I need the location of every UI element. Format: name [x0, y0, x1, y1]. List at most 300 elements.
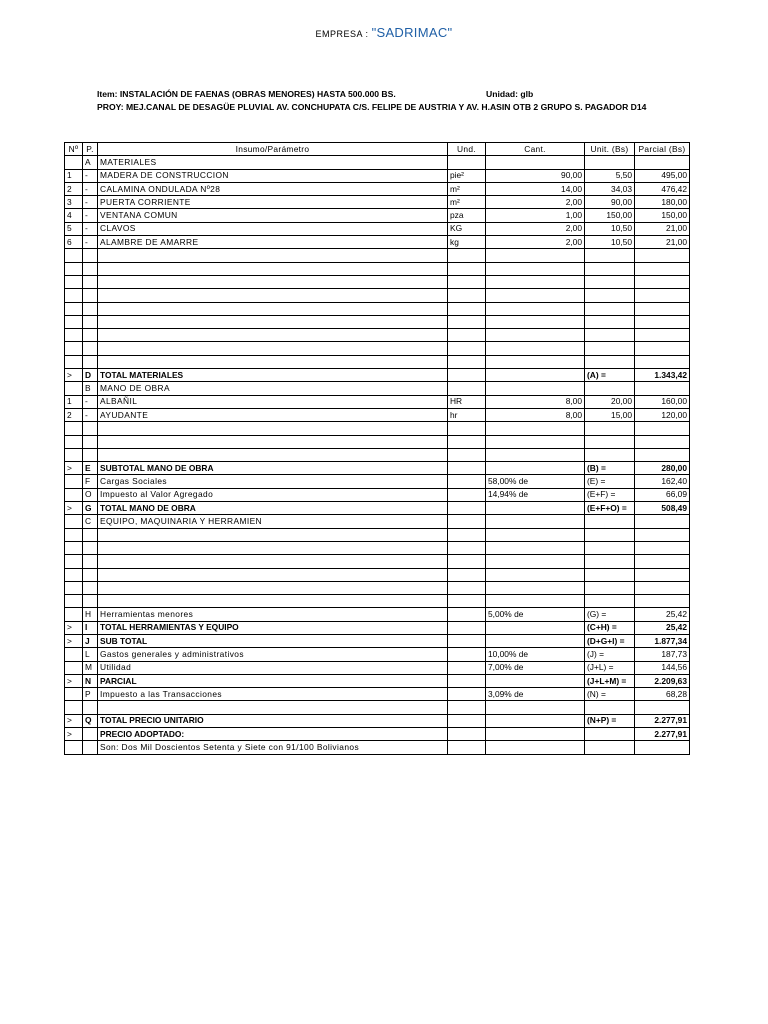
table-cell-col-number: > [65, 502, 83, 515]
table-cell-col-unit [448, 555, 486, 568]
table-cell-col-quantity [486, 342, 585, 355]
header-col-quantity: Cant. [486, 143, 585, 156]
table-cell-col-unit-price: 150,00 [585, 209, 635, 222]
table-cell-col-unit-price [585, 262, 635, 275]
table-cell-col-partial [635, 249, 690, 262]
table-cell-col-partial [635, 355, 690, 368]
table-cell-col-quantity: 14,00 [486, 182, 585, 195]
table-cell-col-unit-price [585, 595, 635, 608]
table-cell-col-quantity [486, 435, 585, 448]
table-cell-col-unit [448, 369, 486, 382]
table-cell-col-insumo [98, 435, 448, 448]
table-cell-col-p: J [83, 634, 98, 647]
table-cell-col-insumo: MANO DE OBRA [98, 382, 448, 395]
table-cell-col-unit [448, 302, 486, 315]
table-cell-col-p [83, 701, 98, 714]
table-cell-col-partial: 25,42 [635, 621, 690, 634]
table-cell-col-insumo [98, 342, 448, 355]
table-cell-col-p: M [83, 661, 98, 674]
table-cell-col-insumo: Cargas Sociales [98, 475, 448, 488]
table-cell-col-quantity [486, 329, 585, 342]
table-cell-col-unit-price: 10,50 [585, 222, 635, 235]
table-cell-col-insumo: SUB TOTAL [98, 634, 448, 647]
table-cell-col-unit [448, 648, 486, 661]
table-cell-col-unit-price [585, 435, 635, 448]
table-cell-col-unit-price: (A) = [585, 369, 635, 382]
table-cell-col-unit-price [585, 555, 635, 568]
table-cell-col-unit-price [585, 249, 635, 262]
table-cell-col-p: G [83, 502, 98, 515]
table-row [65, 236, 690, 249]
table-cell-col-unit [448, 488, 486, 501]
table-cell-col-unit [448, 342, 486, 355]
table-cell-col-unit-price: (B) = [585, 462, 635, 475]
table-cell-col-insumo: Utilidad [98, 661, 448, 674]
table-cell-col-insumo: TOTAL MANO DE OBRA [98, 502, 448, 515]
table-cell-col-quantity: 14,94% de [486, 488, 585, 501]
table-cell-col-p [83, 541, 98, 554]
table-row [65, 342, 690, 355]
table-cell-col-number: 1 [65, 395, 83, 408]
table-cell-col-insumo [98, 581, 448, 594]
table-cell-col-p: C [83, 515, 98, 528]
table-cell-col-insumo: Impuesto a las Transacciones [98, 688, 448, 701]
table-cell-col-partial: 68,28 [635, 688, 690, 701]
table-cell-col-unit: KG [448, 222, 486, 235]
table-row [65, 448, 690, 461]
table-cell-col-insumo [98, 595, 448, 608]
table-cell-col-partial [635, 342, 690, 355]
table-cell-col-unit-price: (E+F) = [585, 488, 635, 501]
header-col-partial: Parcial (Bs) [635, 143, 690, 156]
table-cell-col-p [83, 342, 98, 355]
table-cell-col-number [65, 289, 83, 302]
table-cell-col-quantity: 2,00 [486, 222, 585, 235]
table-cell-col-insumo: VENTANA COMUN [98, 209, 448, 222]
table-cell-col-quantity [486, 528, 585, 541]
table-row [65, 408, 690, 421]
table-cell-col-insumo [98, 555, 448, 568]
table-cell-col-unit [448, 435, 486, 448]
table-cell-col-p: - [83, 236, 98, 249]
table-cell-col-unit [448, 462, 486, 475]
table-cell-col-partial [635, 422, 690, 435]
table-cell-col-quantity [486, 462, 585, 475]
table-cell-col-quantity: 1,00 [486, 209, 585, 222]
cost-breakdown-table [64, 142, 690, 755]
table-cell-col-p [83, 422, 98, 435]
table-cell-col-unit-price [585, 342, 635, 355]
table-cell-col-unit-price [585, 275, 635, 288]
table-cell-col-unit [448, 329, 486, 342]
item-description: Item: INSTALACIÓN DE FAENAS (OBRAS MENORES) HASTA 500.000 BS. [97, 89, 396, 99]
table-cell-col-quantity [486, 674, 585, 687]
table-cell-col-unit: hr [448, 408, 486, 421]
table-cell-col-unit-price [585, 302, 635, 315]
table-cell-col-p [83, 528, 98, 541]
table-cell-col-insumo [98, 541, 448, 554]
table-row [65, 634, 690, 647]
table-cell-col-unit-price: (N+P) = [585, 714, 635, 727]
table-cell-col-insumo: SUBTOTAL MANO DE OBRA [98, 462, 448, 475]
table-cell-col-partial [635, 515, 690, 528]
table-cell-col-insumo [98, 302, 448, 315]
table-cell-col-quantity [486, 541, 585, 554]
table-cell-col-unit [448, 262, 486, 275]
table-cell-col-p: H [83, 608, 98, 621]
table-row [65, 581, 690, 594]
table-cell-col-unit-price: 34,03 [585, 182, 635, 195]
table-cell-col-quantity [486, 382, 585, 395]
table-cell-col-unit [448, 355, 486, 368]
header-col-p: P. [83, 143, 98, 156]
table-row [65, 541, 690, 554]
table-cell-col-unit [448, 382, 486, 395]
table-cell-col-unit-price [585, 581, 635, 594]
table-cell-col-partial [635, 701, 690, 714]
table-cell-col-number [65, 342, 83, 355]
table-row [65, 182, 690, 195]
table-cell-col-p [83, 315, 98, 328]
table-cell-col-unit-price [585, 382, 635, 395]
table-cell-col-unit [448, 422, 486, 435]
table-cell-col-number: 1 [65, 169, 83, 182]
table-row [65, 648, 690, 661]
table-cell-col-unit-price [585, 568, 635, 581]
table-row [65, 714, 690, 727]
table-cell-col-partial: 187,73 [635, 648, 690, 661]
table-row [65, 369, 690, 382]
table-cell-col-partial: 144,56 [635, 661, 690, 674]
table-cell-col-p: E [83, 462, 98, 475]
table-cell-col-quantity [486, 275, 585, 288]
table-cell-col-insumo: ALAMBRE DE AMARRE [98, 236, 448, 249]
table-cell-col-number: > [65, 621, 83, 634]
table-row [65, 462, 690, 475]
table-cell-col-quantity: 58,00% de [486, 475, 585, 488]
table-row [65, 289, 690, 302]
table-cell-col-number: > [65, 462, 83, 475]
table-row [65, 528, 690, 541]
table-cell-col-unit [448, 568, 486, 581]
table-cell-col-number [65, 435, 83, 448]
table-cell-col-quantity [486, 262, 585, 275]
table-cell-col-unit-price: (G) = [585, 608, 635, 621]
table-cell-col-number [65, 528, 83, 541]
table-cell-col-insumo: AYUDANTE [98, 408, 448, 421]
table-cell-col-partial [635, 262, 690, 275]
table-cell-col-unit: pie² [448, 169, 486, 182]
table-cell-col-insumo: PARCIAL [98, 674, 448, 687]
table-cell-col-unit-price: (J+L+M) = [585, 674, 635, 687]
table-cell-col-number [65, 541, 83, 554]
table-row [65, 568, 690, 581]
table-row [65, 209, 690, 222]
table-cell-col-unit-price [585, 289, 635, 302]
table-row [65, 422, 690, 435]
table-cell-col-p [83, 581, 98, 594]
table-cell-col-insumo: TOTAL PRECIO UNITARIO [98, 714, 448, 727]
table-row [65, 515, 690, 528]
table-cell-col-partial: 150,00 [635, 209, 690, 222]
table-cell-col-partial: 476,42 [635, 182, 690, 195]
table-row [65, 382, 690, 395]
table-cell-col-unit [448, 661, 486, 674]
table-cell-col-partial: 66,09 [635, 488, 690, 501]
table-cell-col-unit-price: 10,50 [585, 236, 635, 249]
table-cell-col-p [83, 595, 98, 608]
table-cell-col-unit-price [585, 329, 635, 342]
table-cell-col-number: > [65, 714, 83, 727]
table-cell-col-unit: HR [448, 395, 486, 408]
table-cell-col-quantity [486, 315, 585, 328]
table-cell-col-unit-price: 5,50 [585, 169, 635, 182]
table-cell-col-unit [448, 595, 486, 608]
table-cell-col-quantity: 2,00 [486, 196, 585, 209]
table-cell-col-number [65, 329, 83, 342]
table-cell-col-insumo: CLAVOS [98, 222, 448, 235]
table-cell-col-p [83, 289, 98, 302]
table-row [65, 222, 690, 235]
table-cell-col-insumo: ALBAÑIL [98, 395, 448, 408]
table-cell-col-partial: 1.877,34 [635, 634, 690, 647]
table-cell-col-unit-price: (E) = [585, 475, 635, 488]
table-cell-col-quantity [486, 595, 585, 608]
table-cell-col-unit [448, 621, 486, 634]
table-cell-col-insumo [98, 329, 448, 342]
table-cell-col-partial [635, 568, 690, 581]
table-cell-col-insumo [98, 289, 448, 302]
table-cell-col-partial [635, 741, 690, 754]
table-row [65, 555, 690, 568]
table-cell-col-quantity [486, 289, 585, 302]
table-row [65, 156, 690, 169]
table-cell-col-number: > [65, 674, 83, 687]
table-cell-col-quantity: 8,00 [486, 408, 585, 421]
table-cell-col-insumo: TOTAL MATERIALES [98, 369, 448, 382]
table-row [65, 262, 690, 275]
table-cell-col-insumo: Impuesto al Valor Agregado [98, 488, 448, 501]
table-cell-col-partial [635, 329, 690, 342]
table-cell-col-p: A [83, 156, 98, 169]
project-description: PROY: MEJ.CANAL DE DESAGÜE PLUVIAL AV. CONCHUPATA C/S. FELIPE DE AUSTRIA Y AV. H.ASIN OTB 2 GRUPO S. PAGADOR D14 [97, 102, 647, 112]
table-cell-col-unit [448, 156, 486, 169]
table-row [65, 275, 690, 288]
table-cell-col-unit [448, 581, 486, 594]
table-cell-col-partial: 160,00 [635, 395, 690, 408]
table-cell-col-p [83, 275, 98, 288]
table-cell-col-insumo [98, 528, 448, 541]
table-cell-col-partial [635, 528, 690, 541]
table-cell-col-partial: 495,00 [635, 169, 690, 182]
table-cell-col-partial: 21,00 [635, 236, 690, 249]
table-cell-col-partial [635, 595, 690, 608]
table-cell-col-insumo: EQUIPO, MAQUINARIA Y HERRAMIEN [98, 515, 448, 528]
table-cell-col-p [83, 329, 98, 342]
table-cell-col-partial [635, 435, 690, 448]
table-cell-col-p: - [83, 169, 98, 182]
table-cell-col-quantity [486, 249, 585, 262]
table-cell-col-number: > [65, 634, 83, 647]
table-cell-col-p [83, 435, 98, 448]
table-cell-col-partial: 1.343,42 [635, 369, 690, 382]
table-cell-col-unit [448, 741, 486, 754]
table-cell-col-p [83, 555, 98, 568]
table-cell-col-unit-price [585, 315, 635, 328]
table-cell-col-number: 3 [65, 196, 83, 209]
table-cell-col-insumo: TOTAL HERRAMIENTAS Y EQUIPO [98, 621, 448, 634]
header-col-insumo: Insumo/Parámetro [98, 143, 448, 156]
table-row [65, 196, 690, 209]
table-cell-col-number: > [65, 728, 83, 741]
table-cell-col-number [65, 555, 83, 568]
table-cell-col-number [65, 515, 83, 528]
table-cell-col-unit [448, 475, 486, 488]
table-cell-col-quantity: 10,00% de [486, 648, 585, 661]
table-cell-col-number [65, 595, 83, 608]
table-cell-col-partial [635, 156, 690, 169]
table-row [65, 674, 690, 687]
table-cell-col-unit [448, 541, 486, 554]
table-cell-col-insumo [98, 355, 448, 368]
table-row [65, 728, 690, 741]
table-cell-col-unit-price [585, 741, 635, 754]
table-cell-col-partial [635, 541, 690, 554]
company-header [0, 25, 768, 40]
table-cell-col-quantity [486, 568, 585, 581]
table-row [65, 661, 690, 674]
table-cell-col-quantity [486, 634, 585, 647]
table-cell-col-p: - [83, 222, 98, 235]
table-cell-col-unit-price: 90,00 [585, 196, 635, 209]
table-cell-col-p [83, 262, 98, 275]
table-cell-col-number: > [65, 369, 83, 382]
table-cell-col-unit-price [585, 448, 635, 461]
table-cell-col-number [65, 302, 83, 315]
table-cell-col-unit [448, 515, 486, 528]
table-cell-col-number [65, 382, 83, 395]
table-cell-col-p [83, 728, 98, 741]
table-cell-col-p [83, 568, 98, 581]
table-row [65, 488, 690, 501]
table-cell-col-insumo: CALAMINA ONDULADA Nº28 [98, 182, 448, 195]
table-cell-col-number [65, 448, 83, 461]
table-cell-col-number: 4 [65, 209, 83, 222]
company-label: EMPRESA : [315, 29, 369, 39]
table-cell-col-unit [448, 315, 486, 328]
table-cell-col-p: F [83, 475, 98, 488]
table-row [65, 741, 690, 754]
table-cell-col-quantity: 2,00 [486, 236, 585, 249]
table-cell-col-unit-price: (J+L) = [585, 661, 635, 674]
table-cell-col-number [65, 488, 83, 501]
table-cell-col-number [65, 422, 83, 435]
table-row [65, 688, 690, 701]
table-cell-col-p: - [83, 209, 98, 222]
table-cell-col-insumo: PUERTA CORRIENTE [98, 196, 448, 209]
table-cell-col-unit-price: (E+F+O) = [585, 502, 635, 515]
table-cell-col-unit-price: (N) = [585, 688, 635, 701]
table-row [65, 302, 690, 315]
table-row [65, 475, 690, 488]
table-cell-col-p: D [83, 369, 98, 382]
table-cell-col-number: 2 [65, 408, 83, 421]
table-cell-col-unit-price: 15,00 [585, 408, 635, 421]
table-cell-col-unit-price [585, 701, 635, 714]
table-cell-col-insumo: Herramientas menores [98, 608, 448, 621]
table-cell-col-unit [448, 528, 486, 541]
table-cell-col-insumo: MADERA DE CONSTRUCCION [98, 169, 448, 182]
table-row [65, 502, 690, 515]
table-cell-col-partial: 25,42 [635, 608, 690, 621]
table-cell-col-quantity [486, 728, 585, 741]
table-cell-col-number [65, 156, 83, 169]
table-cell-col-partial [635, 275, 690, 288]
table-cell-col-quantity [486, 515, 585, 528]
table-cell-col-unit-price [585, 541, 635, 554]
table-row [65, 249, 690, 262]
table-cell-col-unit-price [585, 422, 635, 435]
table-cell-col-number [65, 688, 83, 701]
table-cell-col-quantity: 8,00 [486, 395, 585, 408]
table-cell-col-insumo: PRECIO ADOPTADO: [98, 728, 448, 741]
table-cell-col-p: - [83, 408, 98, 421]
table-cell-col-p: - [83, 395, 98, 408]
table-cell-col-unit [448, 275, 486, 288]
table-cell-col-unit [448, 701, 486, 714]
table-cell-col-unit [448, 688, 486, 701]
table-cell-col-quantity [486, 581, 585, 594]
table-cell-col-quantity [486, 741, 585, 754]
table-cell-col-p: O [83, 488, 98, 501]
table-cell-col-unit: m² [448, 196, 486, 209]
table-cell-col-quantity [486, 369, 585, 382]
table-cell-col-insumo [98, 568, 448, 581]
table-cell-col-quantity [486, 714, 585, 727]
table-cell-col-partial [635, 302, 690, 315]
table-cell-col-partial: 120,00 [635, 408, 690, 421]
table-cell-col-number: 2 [65, 182, 83, 195]
table-cell-col-p: - [83, 196, 98, 209]
table-cell-col-unit-price: (J) = [585, 648, 635, 661]
table-row [65, 395, 690, 408]
table-cell-col-number [65, 568, 83, 581]
table-cell-col-number [65, 741, 83, 754]
table-cell-col-unit [448, 728, 486, 741]
table-cell-col-unit-price: (C+H) = [585, 621, 635, 634]
table-cell-col-quantity: 5,00% de [486, 608, 585, 621]
table-cell-col-partial [635, 315, 690, 328]
table-cell-col-partial: 2.277,91 [635, 714, 690, 727]
table-cell-col-insumo [98, 315, 448, 328]
table-cell-col-quantity [486, 502, 585, 515]
table-cell-col-insumo: Gastos generales y administrativos [98, 648, 448, 661]
table-cell-col-partial: 2.277,91 [635, 728, 690, 741]
table-cell-col-p: I [83, 621, 98, 634]
table-cell-col-p: - [83, 182, 98, 195]
table-cell-col-insumo [98, 422, 448, 435]
table-cell-col-unit [448, 289, 486, 302]
table-cell-col-partial [635, 448, 690, 461]
table-cell-col-partial [635, 289, 690, 302]
table-row [65, 621, 690, 634]
table-cell-col-quantity [486, 701, 585, 714]
table-cell-col-p [83, 741, 98, 754]
table-cell-col-number [65, 581, 83, 594]
table-cell-col-p: Q [83, 714, 98, 727]
table-cell-col-unit [448, 674, 486, 687]
header-col-number: Nº [65, 143, 83, 156]
